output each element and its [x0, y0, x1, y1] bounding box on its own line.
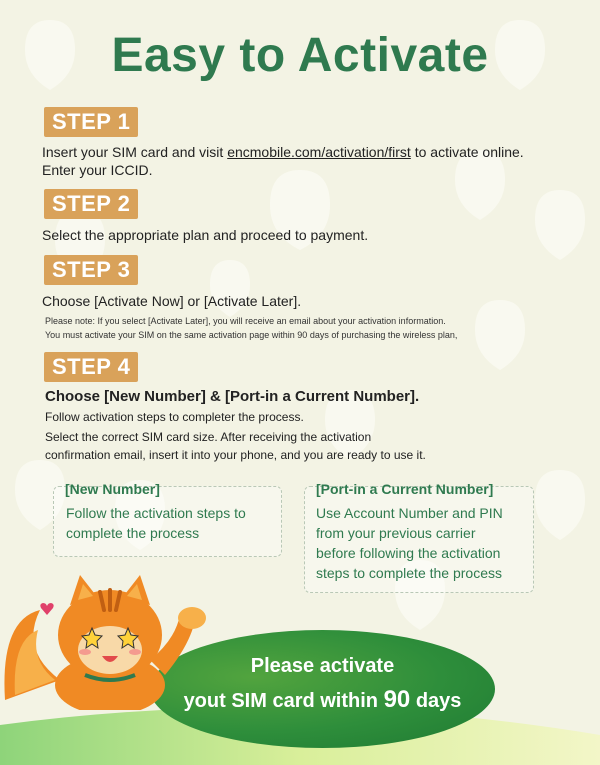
port-in-title: [Port-in a Current Number] — [316, 481, 494, 497]
step-4-line-3: confirmation email, insert it into your phone, and you are ready to use it. — [45, 448, 426, 462]
step-1-text-a: Insert your SIM card and visit — [42, 144, 228, 160]
new-number-body — [66, 503, 246, 543]
step-4-line-2: Select the correct SIM card size. After receiving the activation — [45, 430, 372, 444]
step-3-badge: STEP 3 — [44, 255, 138, 285]
activation-link[interactable]: encmobile.com/activation/first — [227, 144, 411, 160]
new-number-body-1: Follow the activation steps to — [66, 505, 246, 521]
step-1-badge: STEP 1 — [44, 107, 138, 137]
step-1-text-c: Enter your ICCID. — [42, 162, 153, 178]
step-3-note-2: You must activate your SIM on the same activation page within 90 days of purchasing the wireless plan, — [45, 330, 458, 340]
new-number-title: [New Number] — [65, 481, 160, 497]
banner-line-1: Please activate — [250, 655, 395, 677]
port-in-body — [316, 503, 503, 583]
step-4-heading: Choose [New Number] & [Port-in a Current Number]. — [45, 388, 420, 405]
banner-line-2-pre: yout SIM card within — [183, 690, 384, 712]
step-3-note-1: Please note: If you select [Activate Later], you will receive an email about your activation information. — [45, 316, 446, 326]
squirrel-mascot — [0, 560, 230, 710]
step-1-text — [42, 143, 524, 179]
port-in-body-3: before following the activation — [316, 545, 501, 561]
step-2-badge: STEP 2 — [44, 189, 138, 219]
page-title: Easy to Activate — [111, 29, 489, 82]
heart-icon — [40, 602, 54, 616]
port-in-body-4: steps to complete the process — [316, 565, 502, 581]
port-in-body-2: from your previous carrier — [316, 525, 476, 541]
banner-line-2-post: days — [410, 690, 462, 712]
port-in-body-1: Use Account Number and PIN — [316, 505, 503, 521]
step-1-text-b: to activate online. — [410, 144, 524, 160]
step-2-text: Select the appropriate plan and proceed to payment. — [42, 227, 369, 243]
step-3-text: Choose [Activate Now] or [Activate Later]. — [42, 293, 302, 309]
new-number-body-2: complete the process — [66, 525, 200, 541]
banner-days-number: 90 — [383, 686, 411, 713]
step-4-badge: STEP 4 — [44, 352, 138, 382]
step-4-line-1: Follow activation steps to completer the process. — [45, 410, 304, 424]
